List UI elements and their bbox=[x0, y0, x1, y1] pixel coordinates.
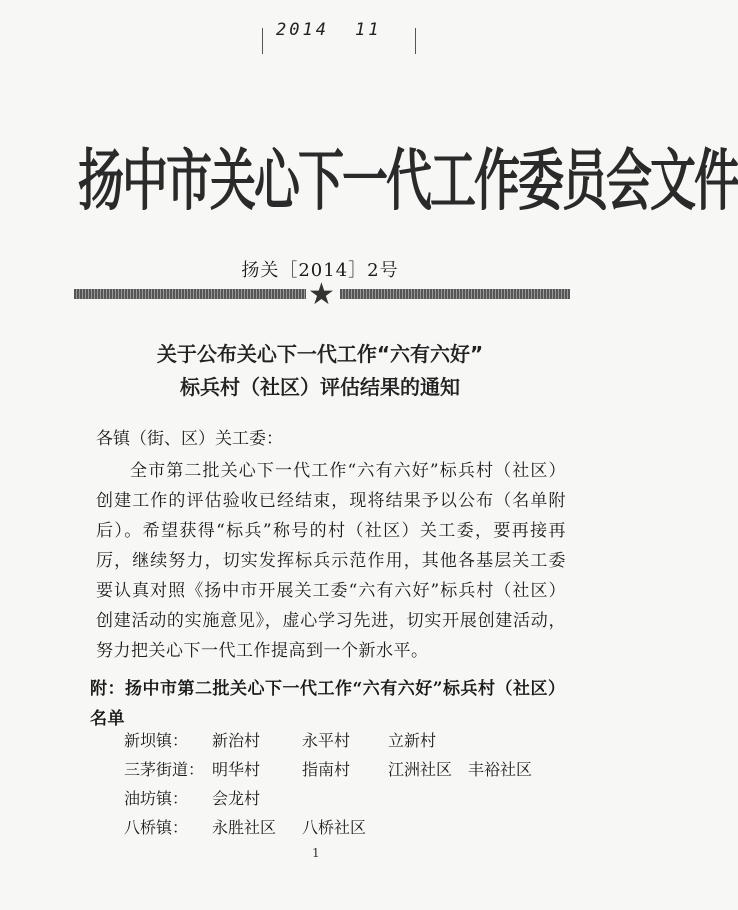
village-name: 八桥社区 bbox=[302, 818, 367, 837]
handwritten-number: 11 bbox=[354, 20, 382, 40]
village-name: 明华村 bbox=[212, 760, 261, 779]
village-name: 指南村 bbox=[302, 760, 351, 779]
header-rule-right bbox=[340, 289, 570, 299]
handwritten-year: 2014 bbox=[276, 20, 329, 40]
notice-title-line2: 标兵村（社区）评估结果的通知 bbox=[180, 375, 460, 399]
town-name: 油坊镇： bbox=[124, 789, 189, 808]
star-icon: ★ bbox=[308, 277, 335, 312]
village-name: 会龙村 bbox=[212, 789, 261, 808]
village-name: 永平村 bbox=[302, 731, 351, 750]
notice-title-line1: 关于公布关心下一代工作“六有六好” bbox=[156, 342, 484, 366]
document-number: 扬关［2014］2号 bbox=[241, 260, 399, 281]
handwritten-note bbox=[276, 20, 381, 40]
village-name: 立新村 bbox=[388, 731, 437, 750]
town-name: 三茅街道： bbox=[124, 760, 205, 779]
village-name: 江洲社区 bbox=[388, 760, 453, 779]
village-name: 新治村 bbox=[212, 731, 261, 750]
appendix-heading: 附：扬中市第二批关心下一代工作“六有六好”标兵村（社区）名单 bbox=[90, 679, 566, 729]
header-rule-left bbox=[74, 289, 306, 299]
issuer-title: 扬中市关心下一代工作委员会文件 bbox=[78, 141, 738, 220]
town-name: 八桥镇： bbox=[124, 818, 189, 837]
village-name: 永胜社区 bbox=[212, 818, 277, 837]
page-number: 1 bbox=[312, 846, 320, 860]
town-name: 新坝镇： bbox=[124, 731, 189, 750]
notice-body: 全市第二批关心下一代工作“六有六好”标兵村（社区）创建工作的评估验收已经结束，现将结果予以公布（名单附后）。希望获得“标兵”称号的村（社区）关工委，要再接再厉，继续努力，切实发挥标兵示范作用，其他各基层关工委要认真对照《扬中市开展关工委“六有六好”标兵村（社区）创建活动的实施意见》，虚心学习先进，切实开展创建活动，努力把关心下一代工作提高到一个新水平。 bbox=[96, 461, 566, 661]
village-name: 丰裕社区 bbox=[468, 760, 533, 779]
salutation: 各镇（街、区）关工委： bbox=[96, 429, 283, 449]
